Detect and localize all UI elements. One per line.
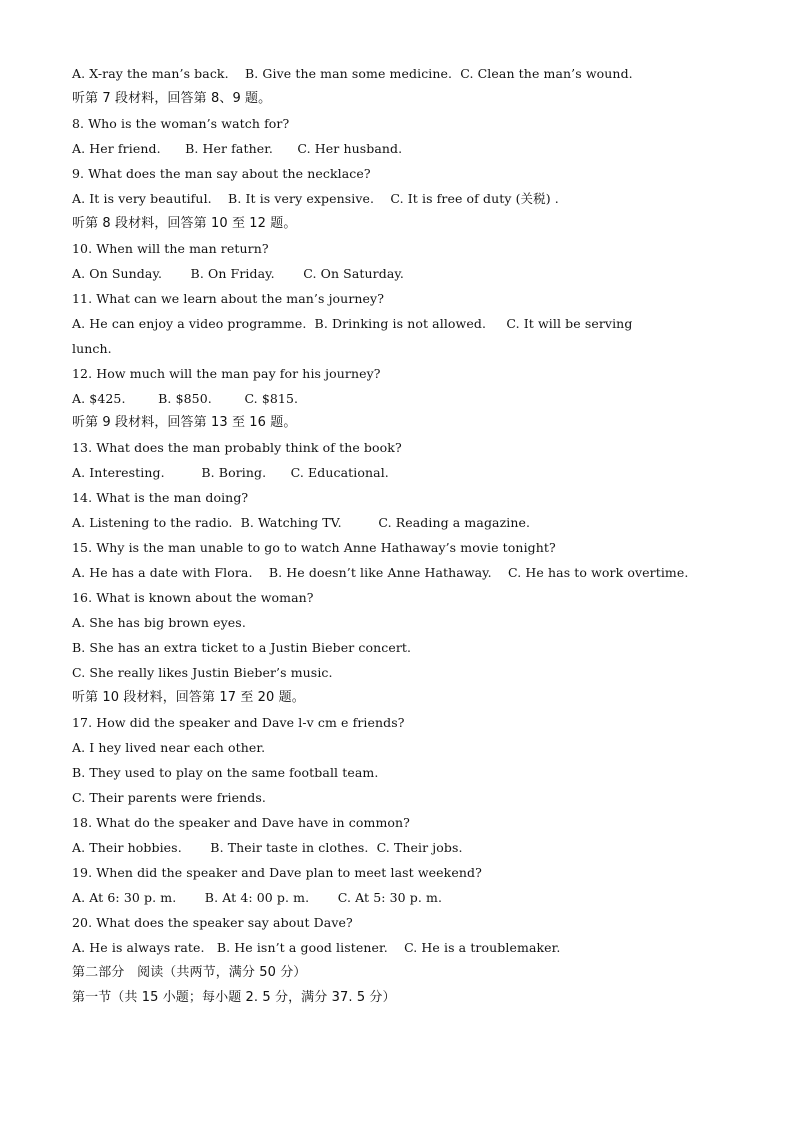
answer-options-q18: A. Their hobbies. B. Their taste in clothes. C. Their jobs.	[72, 840, 463, 855]
question-20: 20. What does the speaker say about Dave?	[72, 915, 353, 930]
answer-options-q11-continued: lunch.	[72, 341, 112, 356]
question-18: 18. What do the speaker and Dave have in common?	[72, 815, 410, 830]
question-9: 9. What does the man say about the necklace?	[72, 166, 371, 181]
answer-options-q10: A. On Sunday. B. On Friday. C. On Saturday.	[72, 266, 404, 281]
question-13: 13. What does the man probably think of the book?	[72, 440, 402, 455]
answer-option-q16-a: A. She has big brown eyes.	[72, 615, 246, 630]
answer-options-q11: A. He can enjoy a video programme. B. Drinking is not allowed. C. It will be serving	[72, 316, 633, 331]
answer-options-q15: A. He has a date with Flora. B. He doesn’t like Anne Hathaway. C. He has to work overtime.	[72, 565, 689, 580]
answer-option-q17-a: A. I hey lived near each other.	[72, 740, 266, 755]
answer-options-q14: A. Listening to the radio. B. Watching TV. C. Reading a magazine.	[72, 515, 531, 530]
part-two-heading: 第二部分 阅读（共两节，满分 50 分）	[72, 965, 307, 980]
answer-option-q17-c: C. Their parents were friends.	[72, 790, 266, 805]
question-16: 16. What is known about the woman?	[72, 590, 314, 605]
question-14: 14. What is the man doing?	[72, 490, 249, 505]
answer-options-q12: A. $425. B. $850. C. $815.	[72, 391, 299, 406]
answer-options-q7: A. X-ray the man’s back. B. Give the man some medicine. C. Clean the man’s wound.	[72, 66, 633, 81]
question-12: 12. How much will the man pay for his journey?	[72, 366, 381, 381]
question-17: 17. How did the speaker and Dave l-v cm e friends?	[72, 715, 405, 730]
answer-options-q8: A. Her friend. B. Her father. C. Her husband.	[72, 141, 403, 156]
section-instruction-10: 听第 10 段材料，回答第 17 至 20 题。	[72, 690, 305, 705]
question-10: 10. When will the man return?	[72, 241, 269, 256]
section-one-heading: 第一节（共 15 小题；每小题 2. 5 分，满分 37. 5 分）	[72, 990, 396, 1005]
question-8: 8. Who is the woman’s watch for?	[72, 116, 290, 131]
answer-options-q20: A. He is always rate. B. He isn’t a good listener. C. He is a troublemaker.	[72, 940, 561, 955]
answer-option-q17-b: B. They used to play on the same football team.	[72, 765, 379, 780]
question-19: 19. When did the speaker and Dave plan to meet last weekend?	[72, 865, 482, 880]
section-instruction-7: 听第 7 段材料，回答第 8、9 题。	[72, 91, 272, 106]
question-15: 15. Why is the man unable to go to watch Anne Hathaway’s movie tonight?	[72, 540, 556, 555]
answer-options-q9: A. It is very beautiful. B. It is very expensive. C. It is free of duty (关税) .	[72, 191, 559, 206]
answer-options-q19: A. At 6: 30 p. m. B. At 4: 00 p. m. C. At 5: 30 p. m.	[72, 890, 443, 905]
answer-option-q16-b: B. She has an extra ticket to a Justin Bieber concert.	[72, 640, 412, 655]
answer-option-q16-c: C. She really likes Justin Bieber’s music.	[72, 665, 333, 680]
section-instruction-9: 听第 9 段材料，回答第 13 至 16 题。	[72, 415, 297, 430]
question-11: 11. What can we learn about the man’s journey?	[72, 291, 385, 306]
section-instruction-8: 听第 8 段材料，回答第 10 至 12 题。	[72, 216, 297, 231]
answer-options-q13: A. Interesting. B. Boring. C. Educational.	[72, 465, 389, 480]
